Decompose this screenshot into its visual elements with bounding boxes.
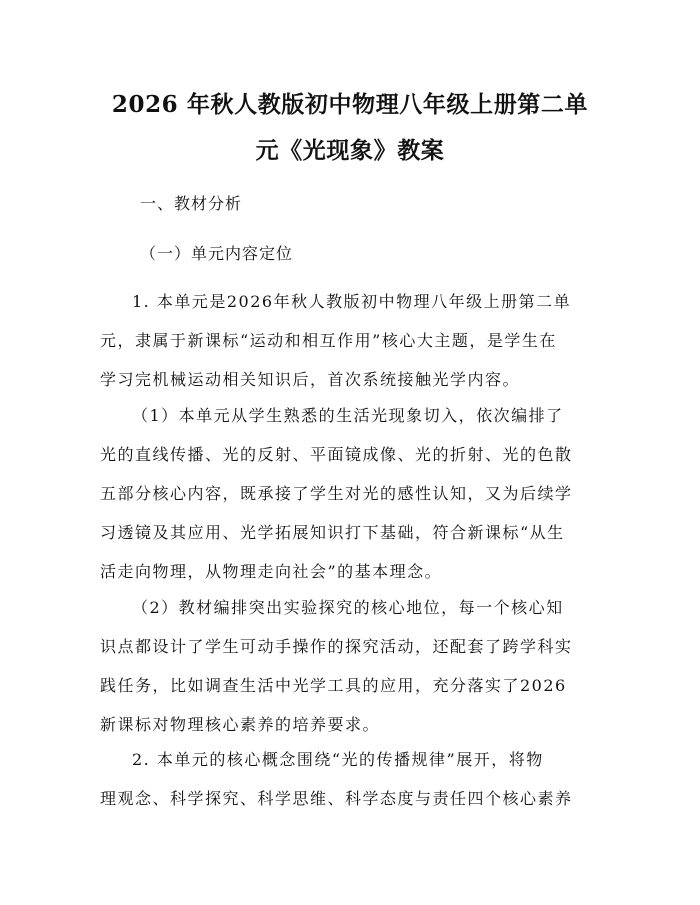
paragraph-line: 习透镜及其应用、光学拓展知识打下基础，符合新课标“从生 — [100, 523, 565, 542]
paragraph-line: 2. 本单元的核心概念围绕“光的传播规律”展开，将物 — [132, 750, 544, 769]
section-heading: 一、教材分析 — [140, 194, 243, 213]
paragraph-2 — [100, 396, 600, 591]
paragraph-3 — [100, 588, 600, 744]
document-title-line-1: 2026 年秋人教版初中物理八年级上册第二单 — [111, 91, 589, 118]
paragraph-line: 理观念、科学探究、科学思维、科学态度与责任四个核心素养 — [100, 789, 573, 808]
paragraph-line: 新课标对物理核心素养的培养要求。 — [100, 715, 381, 734]
paragraph-line: 五部分核心内容，既承接了学生对光的感性认知，又为后续学 — [100, 484, 573, 503]
paragraph-line: 学习完机械运动相关知识后，首次系统接触光学内容。 — [100, 370, 521, 389]
paragraph-line: （1）本单元从学生熟悉的生活光现象切入，依次编排了 — [132, 406, 564, 425]
paragraph-line: 践任务，比如调查生活中光学工具的应用，充分落实了2026 — [100, 676, 567, 695]
document-title-line-2: 元《光现象》教案 — [255, 137, 445, 164]
paragraph-line: 元，隶属于新课标“运动和相互作用”核心大主题，是学生在 — [100, 331, 557, 350]
paragraph-4 — [100, 740, 600, 818]
paragraph-line: 活走向物理，从物理走向社会”的基本理念。 — [100, 562, 443, 581]
paragraph-line: 识点都设计了学生可动手操作的探究活动，还配套了跨学科实 — [100, 637, 573, 656]
paragraph-line: 1. 本单元是2026年秋人教版初中物理八年级上册第二单 — [132, 292, 572, 311]
subsection-heading: （一）单元内容定位 — [140, 244, 294, 263]
paragraph-line: 光的直线传播、光的反射、平面镜成像、光的折射、光的色散 — [100, 445, 573, 464]
paragraph-1 — [100, 282, 600, 399]
paragraph-line: （2）教材编排突出实验探究的核心地位，每一个核心知 — [132, 598, 564, 617]
